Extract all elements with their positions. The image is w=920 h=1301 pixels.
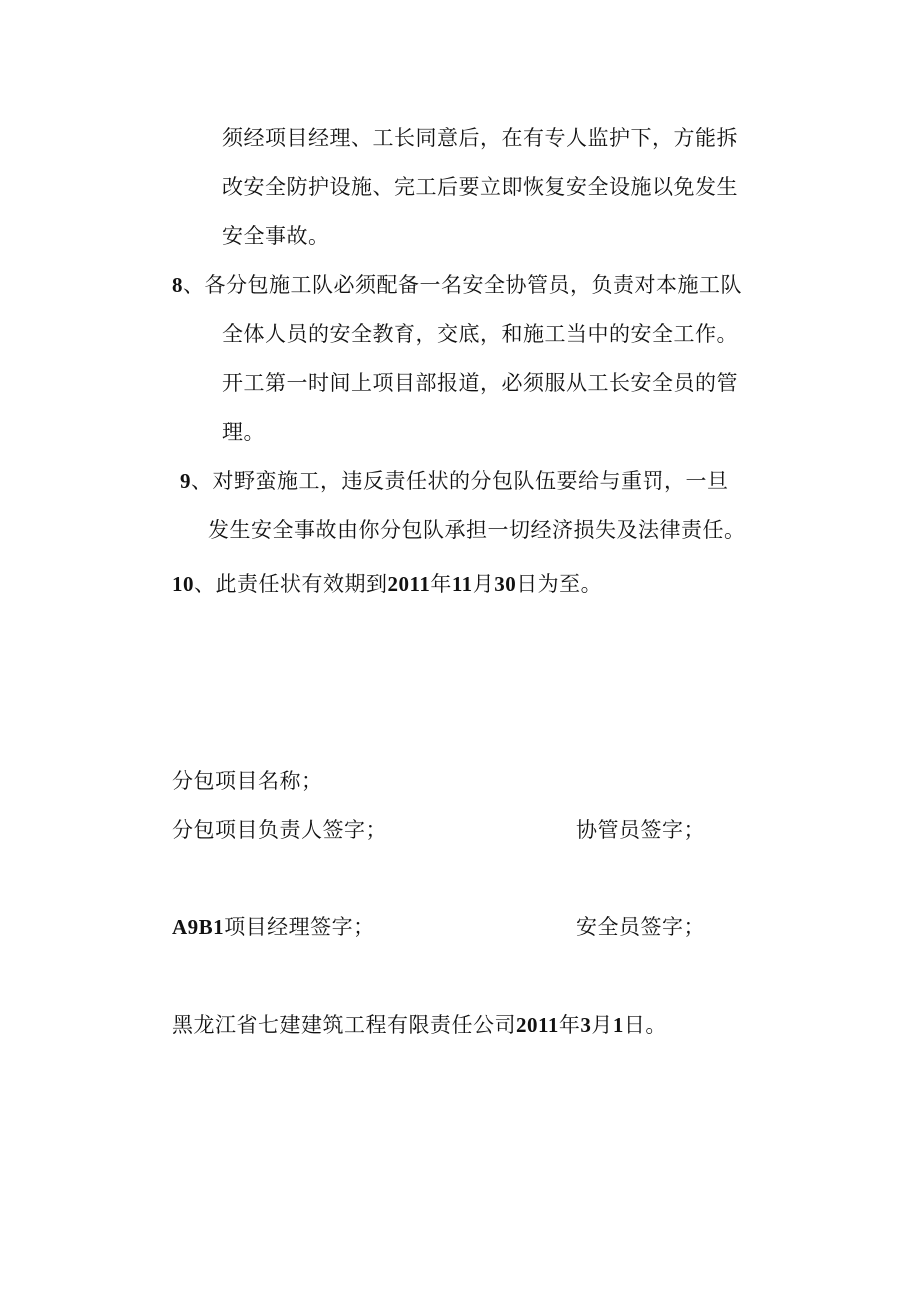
project-name-text: 分包项目名称； (172, 769, 323, 793)
leader-sign-label (172, 816, 387, 844)
coordinator-sign-label (576, 816, 705, 844)
item10-day: 30 (494, 572, 517, 596)
item10-number: 10 (172, 572, 194, 596)
item10-line (172, 570, 602, 598)
safety-officer-sign-label (576, 913, 705, 941)
footer-year: 2011 (516, 1013, 559, 1037)
item8-line4 (222, 418, 265, 446)
item8-text4: 理。 (222, 420, 265, 444)
item7-text2: 改安全防护设施、完工后要立即恢复安全设施以免发生 (222, 175, 738, 199)
footer-month: 3 (580, 1013, 592, 1037)
item10-text-c: 月 (472, 572, 495, 596)
item9-number: 9 (180, 469, 191, 493)
footer-day: 1 (612, 1013, 624, 1037)
item9-line1 (180, 467, 729, 495)
manager-prefix: A9B1 (172, 915, 225, 939)
footer-text-day: 日。 (623, 1013, 667, 1037)
item8-text1: 、各分包施工队必须配备一名安全协管员，负责对本施工队 (183, 273, 742, 297)
item7-text3: 安全事故。 (222, 224, 330, 248)
item9-line2 (208, 516, 746, 544)
item7-line2 (222, 173, 738, 201)
item7-line3 (222, 222, 330, 250)
item10-month: 11 (451, 572, 473, 596)
project-name-label (172, 767, 323, 795)
item8-line3 (222, 369, 738, 397)
item8-line2 (222, 320, 738, 348)
item8-text2: 全体人员的安全教育，交底，和施工当中的安全工作。 (222, 322, 738, 346)
item10-text-b: 年 (430, 572, 452, 596)
item8-number: 8 (172, 273, 183, 297)
coordinator-sign-text: 协管员签字； (576, 818, 705, 842)
manager-sign-text: 项目经理签字； (224, 915, 375, 939)
company-date-line (172, 1011, 667, 1039)
item7-text1: 须经项目经理、工长同意后，在有专人监护下，方能拆 (222, 126, 738, 150)
item10-text-a: 、此责任状有效期到 (194, 572, 388, 596)
footer-text-year: 年 (558, 1013, 581, 1037)
company-name: 黑龙江省七建建筑工程有限责任公司 (172, 1013, 516, 1037)
item9-text2: 发生安全事故由你分包队承担一切经济损失及法律责任。 (208, 518, 746, 542)
item7-line1 (222, 124, 738, 152)
item9-text1: 、对野蛮施工，违反责任状的分包队伍要给与重罚，一旦 (191, 469, 729, 493)
item8-text3: 开工第一时间上项目部报道，必须服从工长安全员的管 (222, 371, 738, 395)
item10-year: 2011 (387, 572, 431, 596)
footer-text-month: 月 (591, 1013, 613, 1037)
safety-officer-sign-text: 安全员签字； (576, 915, 705, 939)
leader-sign-text: 分包项目负责人签字； (172, 818, 387, 842)
item8-line1 (172, 271, 742, 299)
manager-sign-label (172, 913, 375, 941)
item10-text-d: 日为至。 (516, 572, 603, 596)
